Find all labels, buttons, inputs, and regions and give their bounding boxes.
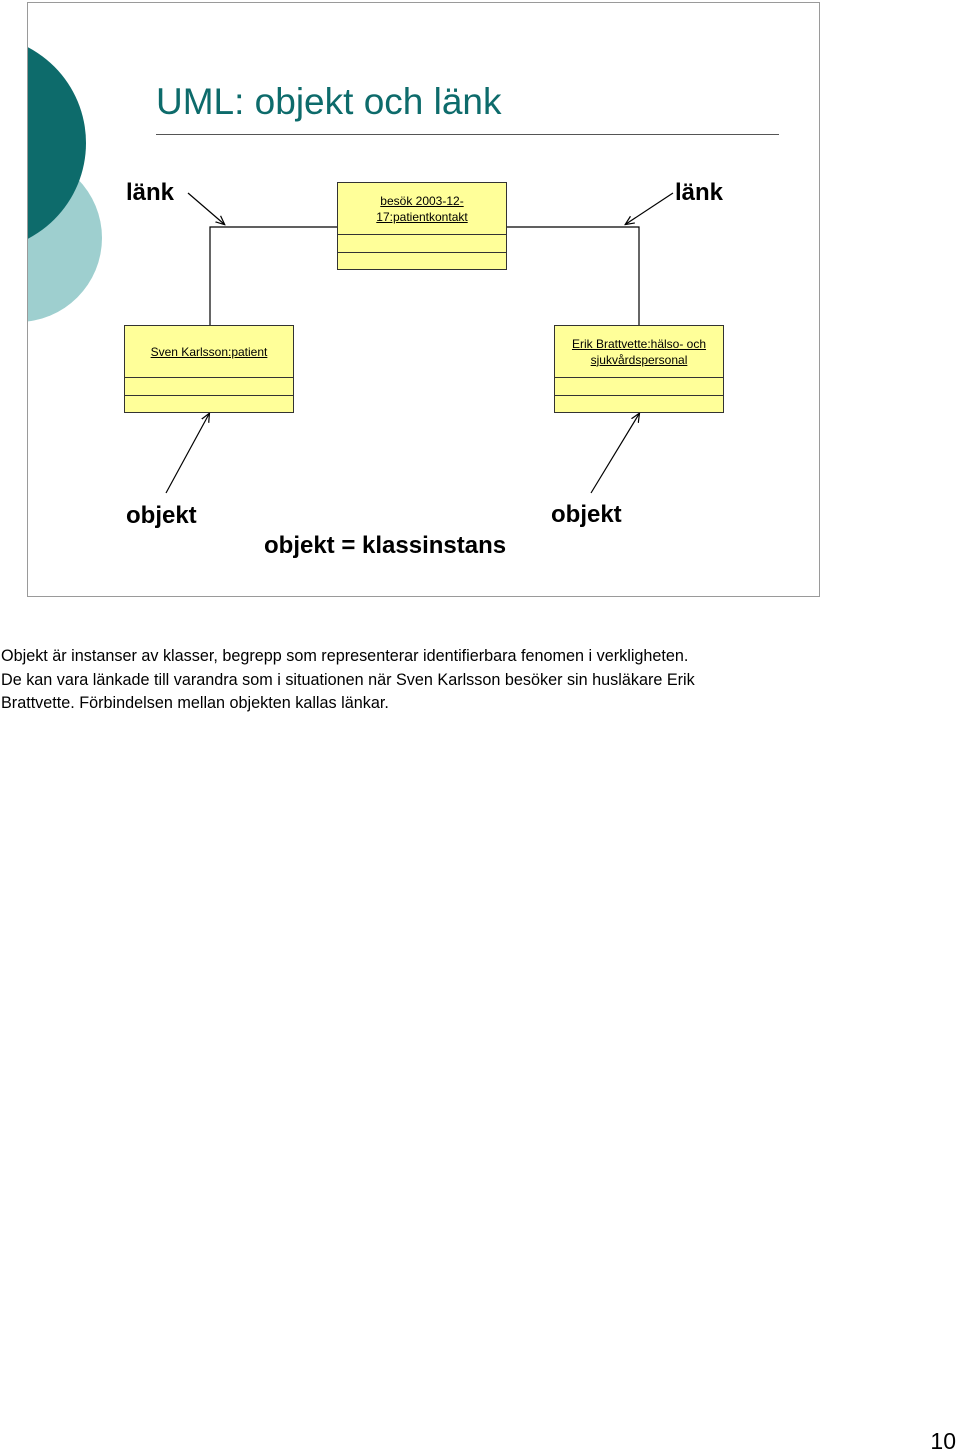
uml-object-patient-operations [125, 396, 293, 412]
uml-object-staff-name [555, 326, 723, 378]
uml-object-patient [124, 325, 294, 413]
arrow-link-left [188, 193, 224, 224]
arrow-object-right [591, 414, 639, 493]
uml-object-visit-operations [338, 253, 506, 269]
object-definition-label: objekt = klassinstans [264, 532, 507, 559]
uml-object-staff-attributes [555, 378, 723, 396]
arrow-object-left [166, 414, 209, 493]
uml-object-visit-name [338, 183, 506, 235]
body-line-2: De kan vara länkade till varandra som i situationen när Sven Karlsson besöker sin husläkare Erik [1, 670, 695, 689]
slide-frame [27, 2, 820, 597]
body-paragraph [1, 645, 956, 716]
slide-title: UML: objekt och länk [156, 81, 502, 122]
arrow-link-right [626, 193, 673, 224]
staff-name-line1: Erik Brattvette:hälso- och [571, 336, 707, 351]
body-line-3: Brattvette. Förbindelsen mellan objekten kallas länkar. [1, 694, 389, 712]
staff-name-line2: sjukvårdspersonal [590, 352, 688, 367]
uml-object-visit-attributes [338, 235, 506, 253]
uml-object-staff [554, 325, 724, 413]
visit-name-line1: besök 2003-12- [380, 193, 464, 208]
uml-object-staff-operations [555, 396, 723, 412]
page-number: 10 [930, 1428, 956, 1454]
link-label-right: länk [675, 179, 724, 206]
link-label-left: länk [126, 179, 175, 206]
uml-object-patient-attributes [125, 378, 293, 396]
object-label-left: objekt [126, 502, 197, 529]
uml-object-patient-name [125, 326, 293, 378]
link-line-left [210, 227, 337, 325]
body-line-1: Objekt är instanser av klasser, begrepp som representerar identifierbara fenomen i verkligheten. [1, 647, 689, 665]
visit-name-line2: 17:patientkontakt [376, 209, 468, 224]
link-line-right [506, 227, 639, 325]
uml-object-visit [337, 182, 507, 270]
object-label-right: objekt [551, 501, 622, 528]
patient-name-line1: Sven Karlsson:patient [150, 344, 268, 359]
